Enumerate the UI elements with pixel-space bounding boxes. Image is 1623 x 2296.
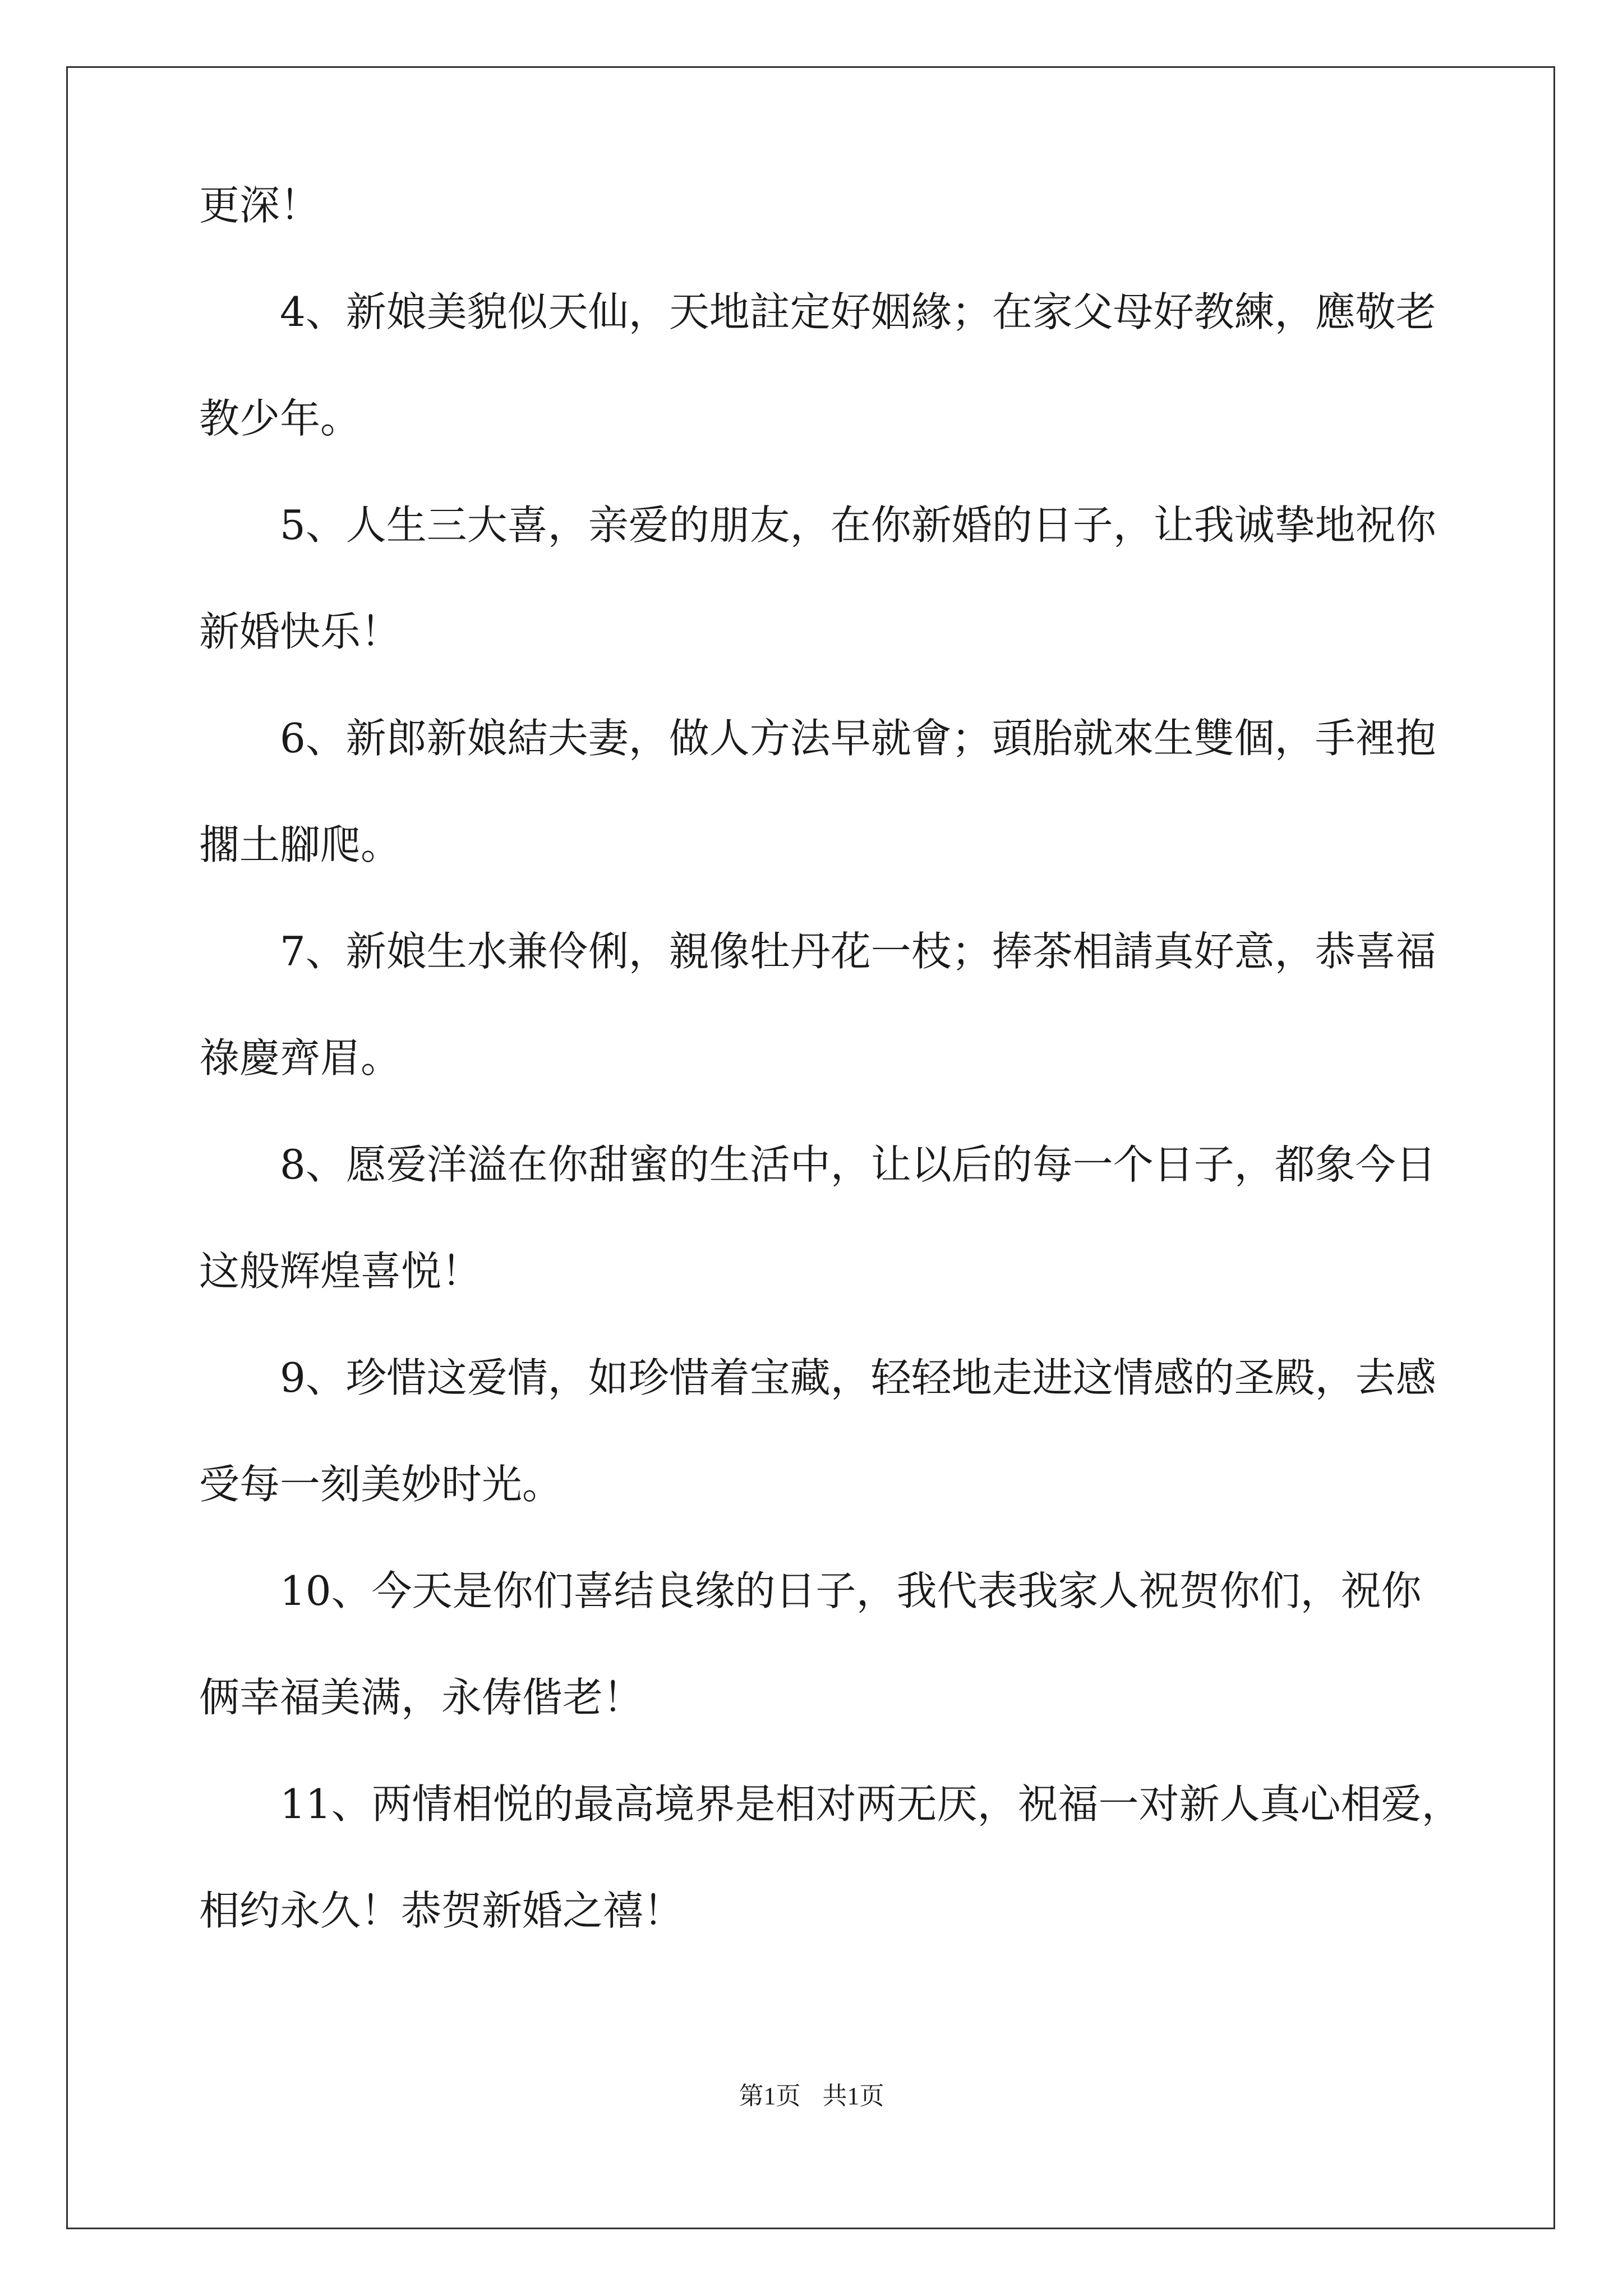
paragraph-7-line-1: 7、新娘生水兼伶俐，親像牡丹花一枝；捧茶相請真好意，恭喜福 [280, 928, 1436, 975]
paragraph-7-line-2: 祿慶齊眉。 [199, 1034, 402, 1082]
paragraph-5-line-1: 5、人生三大喜，亲爱的朋友，在你新婚的日子，让我诚挚地祝你 [280, 501, 1436, 549]
paragraph-6-line-1: 6、新郎新娘結夫妻，做人方法早就會；頭胎就來生雙個，手裡抱 [280, 715, 1436, 762]
paragraph-8-line-2: 这般辉煌喜悦！ [199, 1248, 482, 1295]
paragraph-8-line-1: 8、愿爱洋溢在你甜蜜的生活中，让以后的每一个日子，都象今日 [280, 1141, 1436, 1188]
paragraph-10-line-2: 俩幸福美满，永俦偕老！ [199, 1674, 644, 1721]
page-footer [0, 2076, 1623, 2111]
paragraph-10-line-1: 10、今天是你们喜结良缘的日子，我代表我家人祝贺你们，祝你 [280, 1567, 1422, 1614]
paragraph-9-line-2: 受每一刻美妙时光。 [199, 1461, 563, 1508]
paragraph-11-line-1: 11、两情相悦的最高境界是相对两无厌，祝福一对新人真心相爱， [280, 1780, 1462, 1828]
paragraph-9-line-1: 9、珍惜这爱情，如珍惜着宝藏，轻轻地走进这情感的圣殿，去感 [280, 1354, 1436, 1401]
text-line: 更深！ [199, 182, 321, 229]
paragraph-11-line-2: 相约永久！恭贺新婚之禧！ [199, 1887, 684, 1934]
page-number: 第1页 [739, 2082, 801, 2110]
page-total: 共1页 [822, 2082, 884, 2110]
paragraph-4-line-1: 4、新娘美貌似天仙，天地註定好姻緣；在家父母好教練，應敬老 [280, 288, 1436, 335]
paragraph-4-line-2: 教少年。 [199, 395, 361, 442]
paragraph-6-line-2: 擱土腳爬。 [199, 821, 402, 868]
paragraph-5-line-2: 新婚快乐！ [199, 608, 402, 655]
